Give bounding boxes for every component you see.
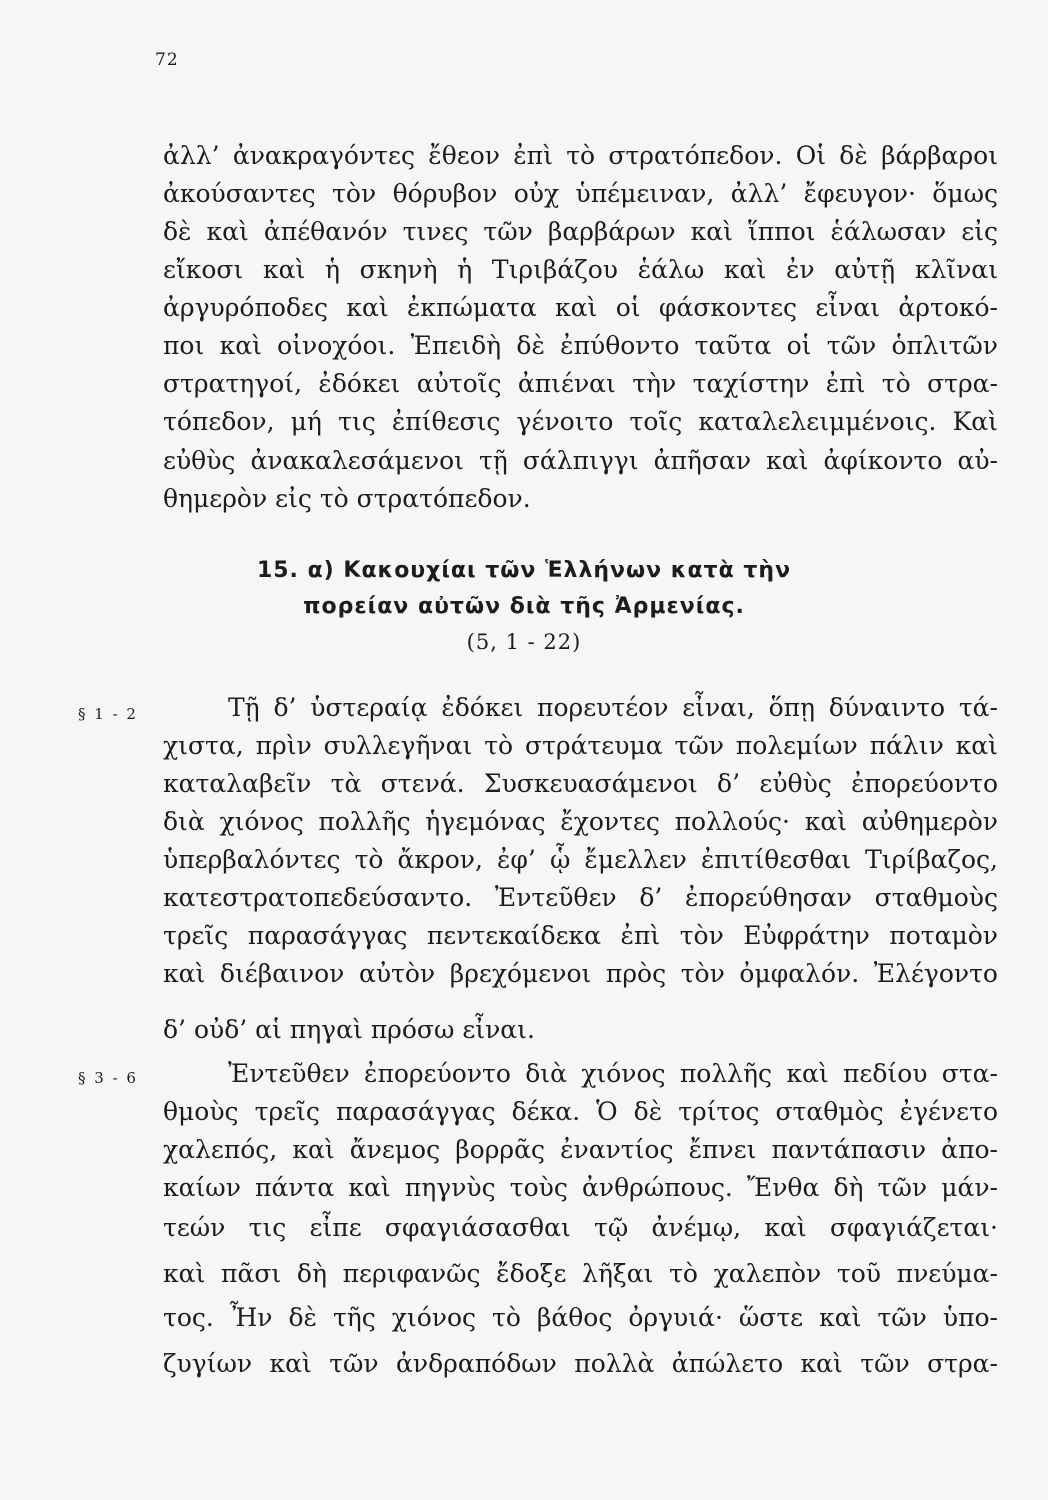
text-line: καὶ πᾶσι δὴ περιφανῶς ἔδοξε λῆξαι τὸ χαλεπὸν τοῦ πνεύμα- bbox=[163, 1259, 998, 1288]
text-line: διὰ χιόνος πολλῆς ἡγεμόνας ἔχοντες πολλούς· καὶ αὐθημερὸν bbox=[163, 807, 998, 836]
text-line: ἀργυρόποδες καὶ ἐκπώματα καὶ οἱ φάσκοντες εἶναι ἀρτοκό- bbox=[163, 293, 998, 322]
page-number: 72 bbox=[155, 50, 179, 70]
text-line: δὲ καὶ ἀπέθανόν τινες τῶν βαρβάρων καὶ ἵπποι ἑάλωσαν εἰς bbox=[163, 217, 998, 246]
text-line: καταλαβεῖν τὰ στενά. Συσκευασάμενοι δ’ εὐθὺς ἐπορεύοντο bbox=[163, 769, 998, 798]
text-line: ζυγίων καὶ τῶν ἀνδραπόδων πολλὰ ἀπώλετο καὶ τῶν στρα- bbox=[163, 1349, 998, 1378]
text-line: Ἐντεῦθεν ἐπορεύοντο διὰ χιόνος πολλῆς καὶ πεδίου στα- bbox=[228, 1059, 998, 1088]
text-line: τόπεδον, μή τις ἐπίθεσις γένοιτο τοῖς καταλελειμμένοις. Καὶ bbox=[163, 407, 998, 436]
text-line: ἀλλ’ ἀνακραγόντες ἔθεον ἐπὶ τὸ στρατόπεδον. Οἱ δὲ βάρβαροι bbox=[163, 141, 998, 170]
text-line: χαλεπός, καὶ ἄνεμος βορρᾶς ἐναντίος ἔπνει παντάπασιν ἀπο- bbox=[163, 1135, 998, 1164]
text-line: στρατηγοί, ἐδόκει αὐτοῖς ἀπιέναι τὴν ταχίστην ἐπὶ τὸ στρα- bbox=[163, 369, 998, 398]
text-line: τεών τις εἶπε σφαγιάσασθαι τῷ ἀνέμῳ, καὶ σφαγιάζεται· bbox=[163, 1213, 998, 1242]
text-line: τος. Ἦν δὲ τῆς χιόνος τὸ βάθος ὀργυιά· ὥστε καὶ τῶν ὑπο- bbox=[163, 1303, 998, 1332]
text-line: χιστα, πρὶν συλλεγῆναι τὸ στράτευμα τῶν πολεμίων πάλιν καὶ bbox=[163, 731, 998, 760]
section-heading: πορείαν αὐτῶν διὰ τῆς Ἀρμενίας. bbox=[303, 594, 745, 619]
text-line: καίων πάντα καὶ πηγνὺς τοὺς ἀνθρώπους. Ἔνθα δὴ τῶν μάν- bbox=[163, 1173, 998, 1202]
text-line: ποι καὶ οἰνοχόοι. Ἐπειδὴ δὲ ἐπύθοντο ταῦτα οἱ τῶν ὁπλιτῶν bbox=[163, 331, 998, 360]
text-line: εὐθὺς ἀνακαλεσάμενοι τῇ σάλπιγγι ἀπῆσαν καὶ ἀφίκοντο αὐ- bbox=[163, 446, 998, 475]
text-line: θημερὸν εἰς τὸ στρατόπεδον. bbox=[163, 484, 531, 513]
text-line: τρεῖς παρασάγγας πεντεκαίδεκα ἐπὶ τὸν Εὐφράτην ποταμὸν bbox=[163, 921, 998, 950]
text-line: Τῇ δ’ ὑστεραίᾳ ἐδόκει πορευτέον εἶναι, ὅπῃ δύναιντο τά- bbox=[228, 693, 998, 722]
margin-reference: § 1 - 2 bbox=[78, 705, 138, 723]
section-reference: (5, 1 - 22) bbox=[466, 630, 582, 654]
text-line: ὑπερβαλόντες τὸ ἄκρον, ἐφ’ ᾧ ἔμελλεν ἐπιτίθεσθαι Τιρίβαζος, bbox=[163, 845, 998, 874]
text-line: κατεστρατοπεδεύσαντο. Ἐντεῦθεν δ’ ἐπορεύθησαν σταθμοὺς bbox=[163, 883, 998, 912]
section-heading: 15. α) Κακουχίαι τῶν Ἑλλήνων κατὰ τὴν bbox=[256, 558, 792, 583]
text-line: καὶ διέβαινον αὐτὸν βρεχόμενοι πρὸς τὸν ὀμφαλόν. Ἐλέγοντο bbox=[163, 959, 998, 988]
text-line: δ’ οὐδ’ αἱ πηγαὶ πρόσω εἶναι. bbox=[163, 1015, 535, 1044]
margin-reference: § 3 - 6 bbox=[78, 1069, 138, 1087]
text-line: θμοὺς τρεῖς παρασάγγας δέκα. Ὁ δὲ τρίτος σταθμὸς ἐγένετο bbox=[163, 1097, 998, 1126]
text-line: ἀκούσαντες τὸν θόρυβον οὐχ ὑπέμειναν, ἀλλ’ ἔφευγον· ὅμως bbox=[163, 179, 998, 208]
text-line: εἴκοσι καὶ ἡ σκηνὴ ἡ Τιριβάζου ἑάλω καὶ ἐν αὐτῇ κλῖναι bbox=[163, 255, 998, 284]
